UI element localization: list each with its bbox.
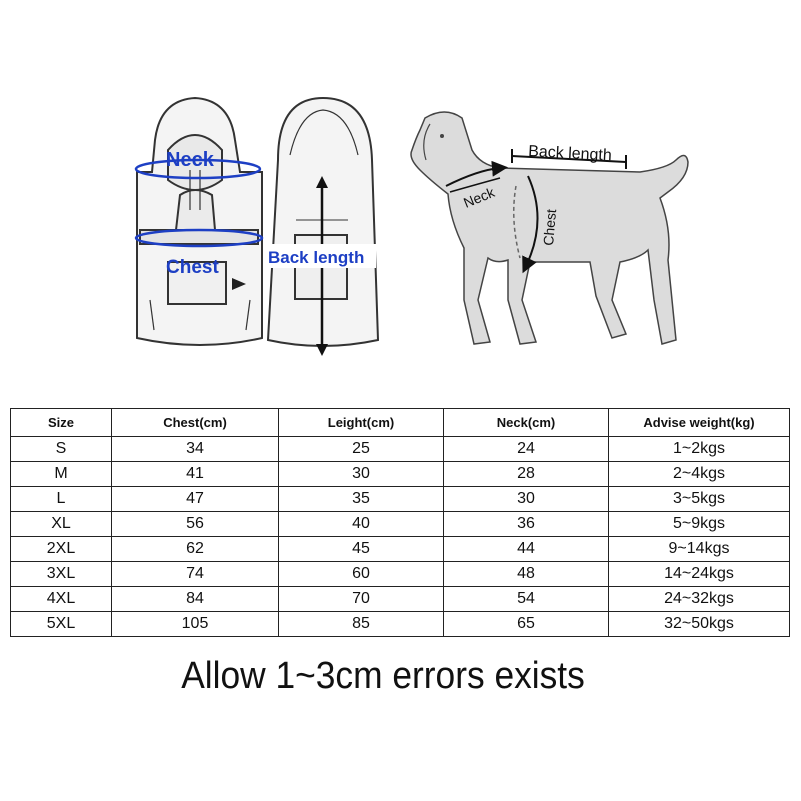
tolerance-note: Allow 1~3cm errors exists <box>181 655 585 697</box>
coat-back-length-label: Back length <box>268 248 365 267</box>
cell-size: XL <box>11 512 112 537</box>
table-row <box>11 462 790 487</box>
cell-length: 85 <box>279 612 444 637</box>
header-size: Size <box>11 409 112 437</box>
table-row <box>11 512 790 537</box>
table-row <box>11 537 790 562</box>
header-neck: Neck(cm) <box>444 409 609 437</box>
cell-weight: 9~14kgs <box>609 537 790 562</box>
coat-chest-label: Chest <box>166 257 219 278</box>
cell-weight: 32~50kgs <box>609 612 790 637</box>
cell-size: M <box>11 462 112 487</box>
coat-neck-label: Neck <box>166 149 214 171</box>
dog-chest-label: Chest <box>540 208 560 247</box>
cell-weight: 3~5kgs <box>609 487 790 512</box>
cell-length: 60 <box>279 562 444 587</box>
cell-chest: 84 <box>112 587 279 612</box>
cell-chest: 47 <box>112 487 279 512</box>
cell-weight: 14~24kgs <box>609 562 790 587</box>
cell-size: 3XL <box>11 562 112 587</box>
cell-length: 35 <box>279 487 444 512</box>
cell-size: 2XL <box>11 537 112 562</box>
cell-neck: 28 <box>444 462 609 487</box>
cell-length: 40 <box>279 512 444 537</box>
cell-weight: 24~32kgs <box>609 587 790 612</box>
table-header-row <box>11 409 790 437</box>
table-row <box>11 587 790 612</box>
size-illustration <box>0 0 801 395</box>
cell-size: L <box>11 487 112 512</box>
cell-neck: 65 <box>444 612 609 637</box>
cell-weight: 1~2kgs <box>609 437 790 462</box>
cell-neck: 54 <box>444 587 609 612</box>
coat-front-drawing <box>137 98 262 345</box>
cell-neck: 30 <box>444 487 609 512</box>
header-length: Leight(cm) <box>279 409 444 437</box>
table-row <box>11 612 790 637</box>
cell-weight: 5~9kgs <box>609 512 790 537</box>
cell-chest: 34 <box>112 437 279 462</box>
header-weight: Advise weight(kg) <box>609 409 790 437</box>
cell-chest: 41 <box>112 462 279 487</box>
table-row <box>11 562 790 587</box>
header-chest: Chest(cm) <box>112 409 279 437</box>
cell-length: 45 <box>279 537 444 562</box>
cell-size: 5XL <box>11 612 112 637</box>
cell-neck: 36 <box>444 512 609 537</box>
cell-chest: 105 <box>112 612 279 637</box>
cell-neck: 24 <box>444 437 609 462</box>
cell-size: S <box>11 437 112 462</box>
size-chart-table <box>10 408 790 637</box>
table-row <box>11 437 790 462</box>
cell-length: 70 <box>279 587 444 612</box>
cell-weight: 2~4kgs <box>609 462 790 487</box>
cell-neck: 48 <box>444 562 609 587</box>
dog-neck-label: Neck <box>461 183 497 211</box>
cell-chest: 56 <box>112 512 279 537</box>
cell-chest: 62 <box>112 537 279 562</box>
cell-length: 30 <box>279 462 444 487</box>
dog-back-length-label: Back length <box>527 143 613 165</box>
cell-chest: 74 <box>112 562 279 587</box>
cell-size: 4XL <box>11 587 112 612</box>
cell-neck: 44 <box>444 537 609 562</box>
table-row <box>11 487 790 512</box>
cell-length: 25 <box>279 437 444 462</box>
